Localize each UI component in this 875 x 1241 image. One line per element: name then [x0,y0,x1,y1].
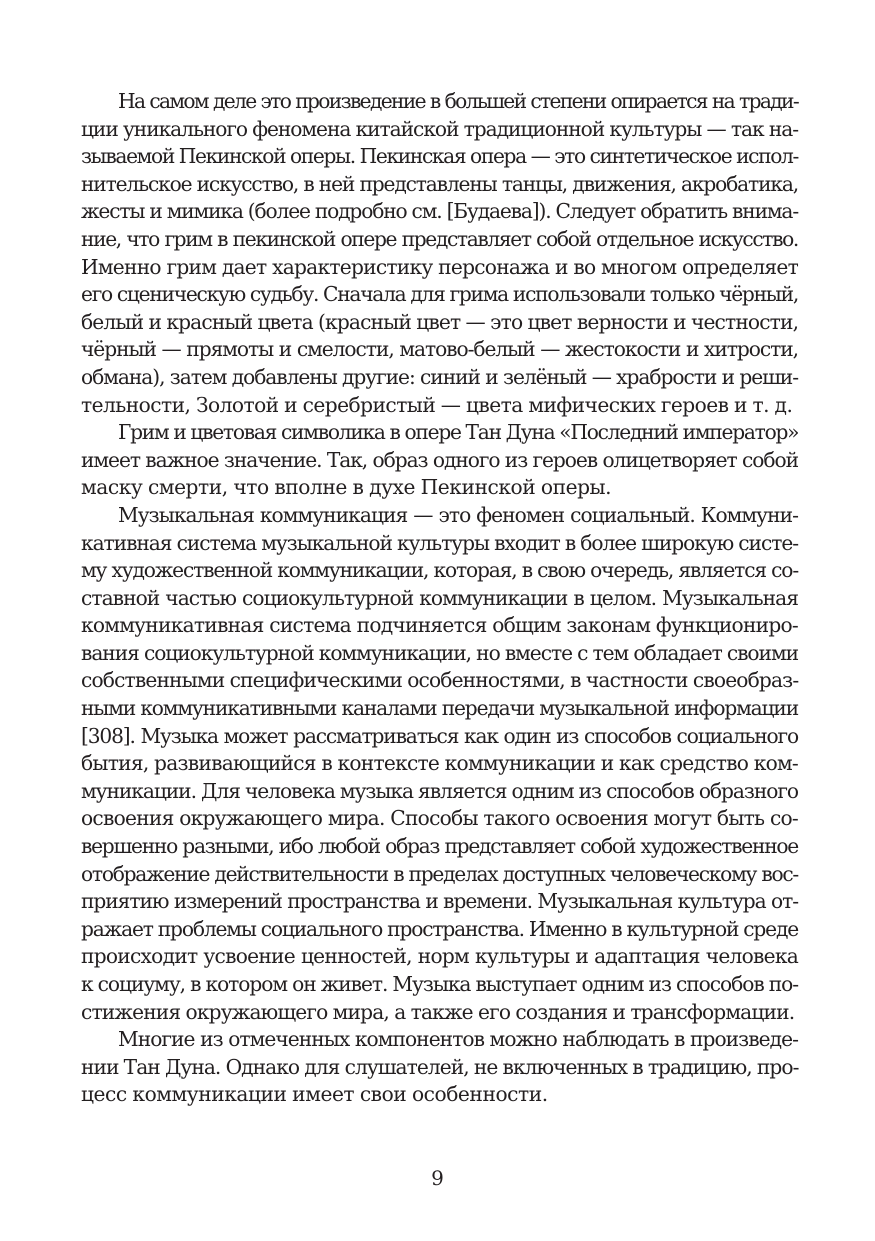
page-number: 9 [431,1166,444,1190]
text-line: маску смерти, что вполне в духе Пекинской оперы. [81,475,612,500]
text-line: вершенно разными, ибо любой образ представляет собой художественное [81,834,798,859]
text-line: тельности, Золотой и серебристый — цвета мифических героев и т. д. [81,392,793,417]
text-line: чёрный — прямоты и смелости, матово-белый — жестокости и хитрости, [81,337,798,362]
text-line: бытия, развивающийся в контексте коммуникации и как средство ком- [81,751,798,776]
text-line: белый и красный цвета (красный цвет — это цвет верности и честности, [81,309,799,334]
text-line: вания социокультурной коммуникации, но вместе с тем обладает своими [81,640,798,665]
text-line: отображение действительности в пределах доступных человеческому вос- [81,861,798,886]
text-line: ние, что грим в пекинской опере представляет собой отдельное искусство. [81,226,798,251]
text-line: ставной частью социокультурной коммуникации в целом. Музыкальная [81,585,798,610]
text-line: обмана), затем добавлены другие: синий и зелёный — храбрости и реши- [81,364,798,389]
text-line: зываемой Пекинской оперы. Пекинская опера — это синтетическое испол- [81,144,798,169]
paragraph [81,419,798,502]
text-line: ции уникального феномена китайской традиционной культуры — так на- [81,116,798,141]
text-line: Музыкальная коммуникация — это феномен социальный. Коммуни- [118,502,798,527]
text-line: нии Тан Дуна. Однако для слушателей, не включенных в традицию, про- [81,1054,799,1079]
text-line: Многие из отмеченных компонентов можно наблюдать в произведе- [118,1027,798,1052]
paragraph [81,88,798,419]
text-line: собственными специфическими особенностями, в частности своеобраз- [81,668,799,693]
text-line: освоения окружающего мира. Способы такого освоения могут быть со- [81,806,798,831]
text-line: нительское искусство, в ней представлены танцы, движения, акробатика, [81,171,798,196]
text-line: имеет важное значение. Так, образ одного из героев олицетворяет собой [81,447,798,472]
text-line: стижения окружающего мира, а также его создания и трансформации. [81,999,795,1024]
text-line: му художественной коммуникации, которая, в свою очередь, является со- [81,558,798,583]
text-line: ными коммуникативными каналами передачи музыкальной информации [81,696,798,721]
text-line: На самом деле это произведение в большей степени опирается на тради- [118,89,798,113]
text-line: его сценическую судьбу. Сначала для грима использовали только чёрный, [81,282,798,307]
paragraph [81,1026,798,1109]
paragraph [81,502,798,1026]
text-line: приятию измерений пространства и времени. Музыкальная культура от- [81,889,798,914]
text-line: Грим и цветовая символика в опере Тан Дуна «Последний император» [118,420,799,445]
text-line: к социуму, в котором он живет. Музыка выступает одним из способов по- [81,972,798,996]
body-text [81,88,798,1109]
text-line: муникации. Для человека музыка является одним из способов образного [81,778,798,803]
text-line: жесты и мимика (более подробно см. [Будаева]). Следует обратить внима- [81,199,798,224]
text-line: происходит усвоение ценностей, норм культуры и адаптация человека [81,944,798,969]
text-line: коммуникативная система подчиняется общим законам функциониро- [81,613,798,638]
text-line: [308]. Музыка может рассматриваться как один из способов социального [81,723,798,748]
text-line: кативная система музыкальной культуры входит в более широкую систе- [81,530,798,555]
text-line: ражает проблемы социального пространства. Именно в культурной среде [81,916,799,941]
text-line: цесс коммуникации имеет свои особенности. [81,1082,548,1107]
text-line: Именно грим дает характеристику персонажа и во многом определяет [81,254,798,279]
